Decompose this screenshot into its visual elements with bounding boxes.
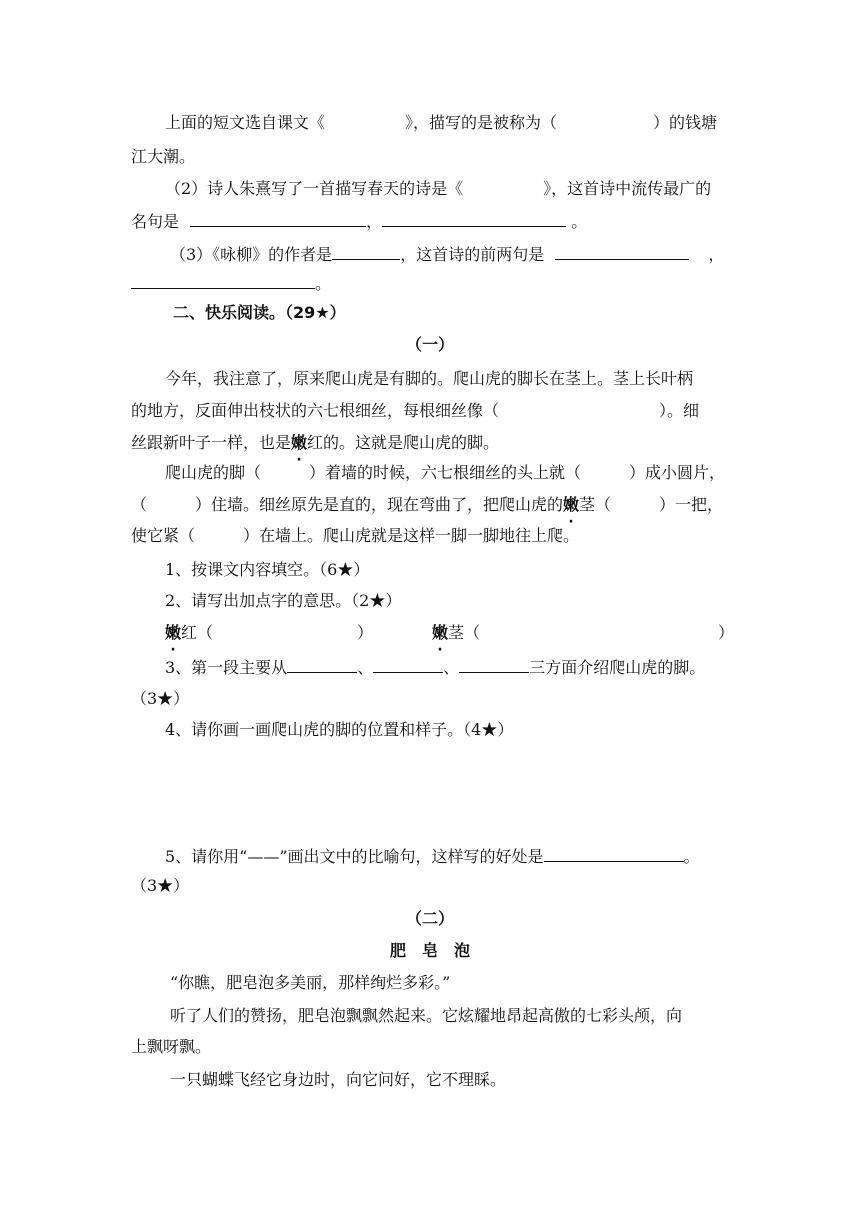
reading-question-4: 4、请你画一画爬山虎的脚的位置和样子。（4★） <box>165 720 514 739</box>
text: （3）《咏柳》的作者是 <box>170 245 333 264</box>
question-3-line-2 <box>131 272 331 295</box>
answer-blank[interactable] <box>332 243 400 260</box>
dotted-char: 嫩 <box>291 433 308 452</box>
answer-blank[interactable] <box>459 656 529 673</box>
passage-1-line-1: 今年，我注意了，原来爬山虎是有脚的。爬山虎的脚长在茎上。茎上长叶柄 <box>165 369 694 388</box>
drawing-area[interactable] <box>131 748 731 836</box>
text: ， <box>708 245 725 264</box>
text: 三方面介绍爬山虎的脚。 <box>529 658 706 677</box>
dotted-char: 嫩 <box>563 495 580 514</box>
intro-line-1: 上面的短文选自课文《 》，描写的是被称为（ ）的钱塘 <box>165 113 718 132</box>
story-line-3: 上飘呀飘。 <box>131 1037 212 1056</box>
section-heading: 二、快乐阅读。（29★） <box>173 303 346 322</box>
answer-blank[interactable] <box>382 210 566 227</box>
passage-2-line-3: 使它紧（ ）在墙上。爬山虎就是这样一脚一脚地往上爬。 <box>131 526 580 545</box>
part-1-label: （一） <box>405 335 454 354</box>
part-2-label: （二） <box>405 909 454 928</box>
text: 名句是 <box>131 212 180 231</box>
text: ， <box>366 212 383 231</box>
reading-question-2-close: ） <box>718 623 735 642</box>
text: 。 <box>315 274 332 293</box>
reading-question-5 <box>165 845 700 868</box>
text: 。 <box>683 847 700 866</box>
text: 、 <box>443 658 460 677</box>
answer-blank[interactable] <box>190 210 366 227</box>
text: 。 <box>571 212 588 231</box>
question-2-line-2 <box>131 210 587 233</box>
reading-question-2: 2、请写出加点字的意思。（2★） <box>165 591 402 610</box>
reading-question-2-answers <box>165 622 373 644</box>
reading-question-3 <box>165 656 705 679</box>
answer-blank[interactable] <box>131 272 315 289</box>
text: （ ）住墙。细丝原先是直的，现在弯曲了，把爬山虎的 <box>131 495 564 514</box>
answer-slot[interactable]: 茎（ <box>448 623 481 642</box>
text: 5、请你用“——”画出文中的比喻句，这样写的好处是 <box>165 847 544 866</box>
answer-slot[interactable]: 红（ ） <box>181 623 374 642</box>
passage-2-line-2 <box>131 494 723 516</box>
passage-1-line-3 <box>131 432 499 454</box>
text: 红的。这就是爬山虎的脚。 <box>307 433 500 452</box>
text: ，这首诗的前两句是 <box>400 245 545 264</box>
text: 丝跟新叶子一样，也是 <box>131 433 292 452</box>
passage-1-line-2: 的地方，反面伸出枝状的六七根细丝，每根细丝像（ ）。细 <box>131 401 700 420</box>
answer-blank[interactable] <box>373 656 443 673</box>
text: 3、第一段主要从 <box>165 658 288 677</box>
question-2-line-1: （2）诗人朱熹写了一首描写春天的诗是《 》，这首诗中流传最广的 <box>165 179 712 198</box>
story-title: 肥 皂 泡 <box>389 941 470 960</box>
dotted-char: 嫩 <box>432 623 449 642</box>
passage-2-line-1: 爬山虎的脚（ ）着墙的时候，六七根细丝的头上就（ ）成小圆片， <box>165 463 726 482</box>
story-line-2: 听了人们的赞扬，肥皂泡飘飘然起来。它炫耀地昂起高傲的七彩头颅，向 <box>170 1006 683 1025</box>
intro-line-2: 江大潮。 <box>131 147 196 166</box>
reading-question-3-score: （3★） <box>131 689 190 708</box>
reading-question-1: 1、按课文内容填空。（6★） <box>165 560 370 579</box>
dotted-char: 嫩 <box>165 623 182 642</box>
answer-blank[interactable] <box>555 243 689 260</box>
reading-question-2-answer-b <box>432 622 480 644</box>
text: 、 <box>357 658 374 677</box>
question-3-line-1 <box>170 243 724 266</box>
answer-blank[interactable] <box>544 845 684 862</box>
answer-blank[interactable] <box>287 656 357 673</box>
story-line-4: 一只蝴蝶飞经它身边时，向它问好，它不理睬。 <box>170 1070 507 1089</box>
reading-question-5-score: （3★） <box>131 876 190 895</box>
text: 茎（ ）一把， <box>579 495 724 514</box>
story-line-1: “你瞧，肥皂泡多美丽，那样绚烂多彩。” <box>170 973 451 992</box>
